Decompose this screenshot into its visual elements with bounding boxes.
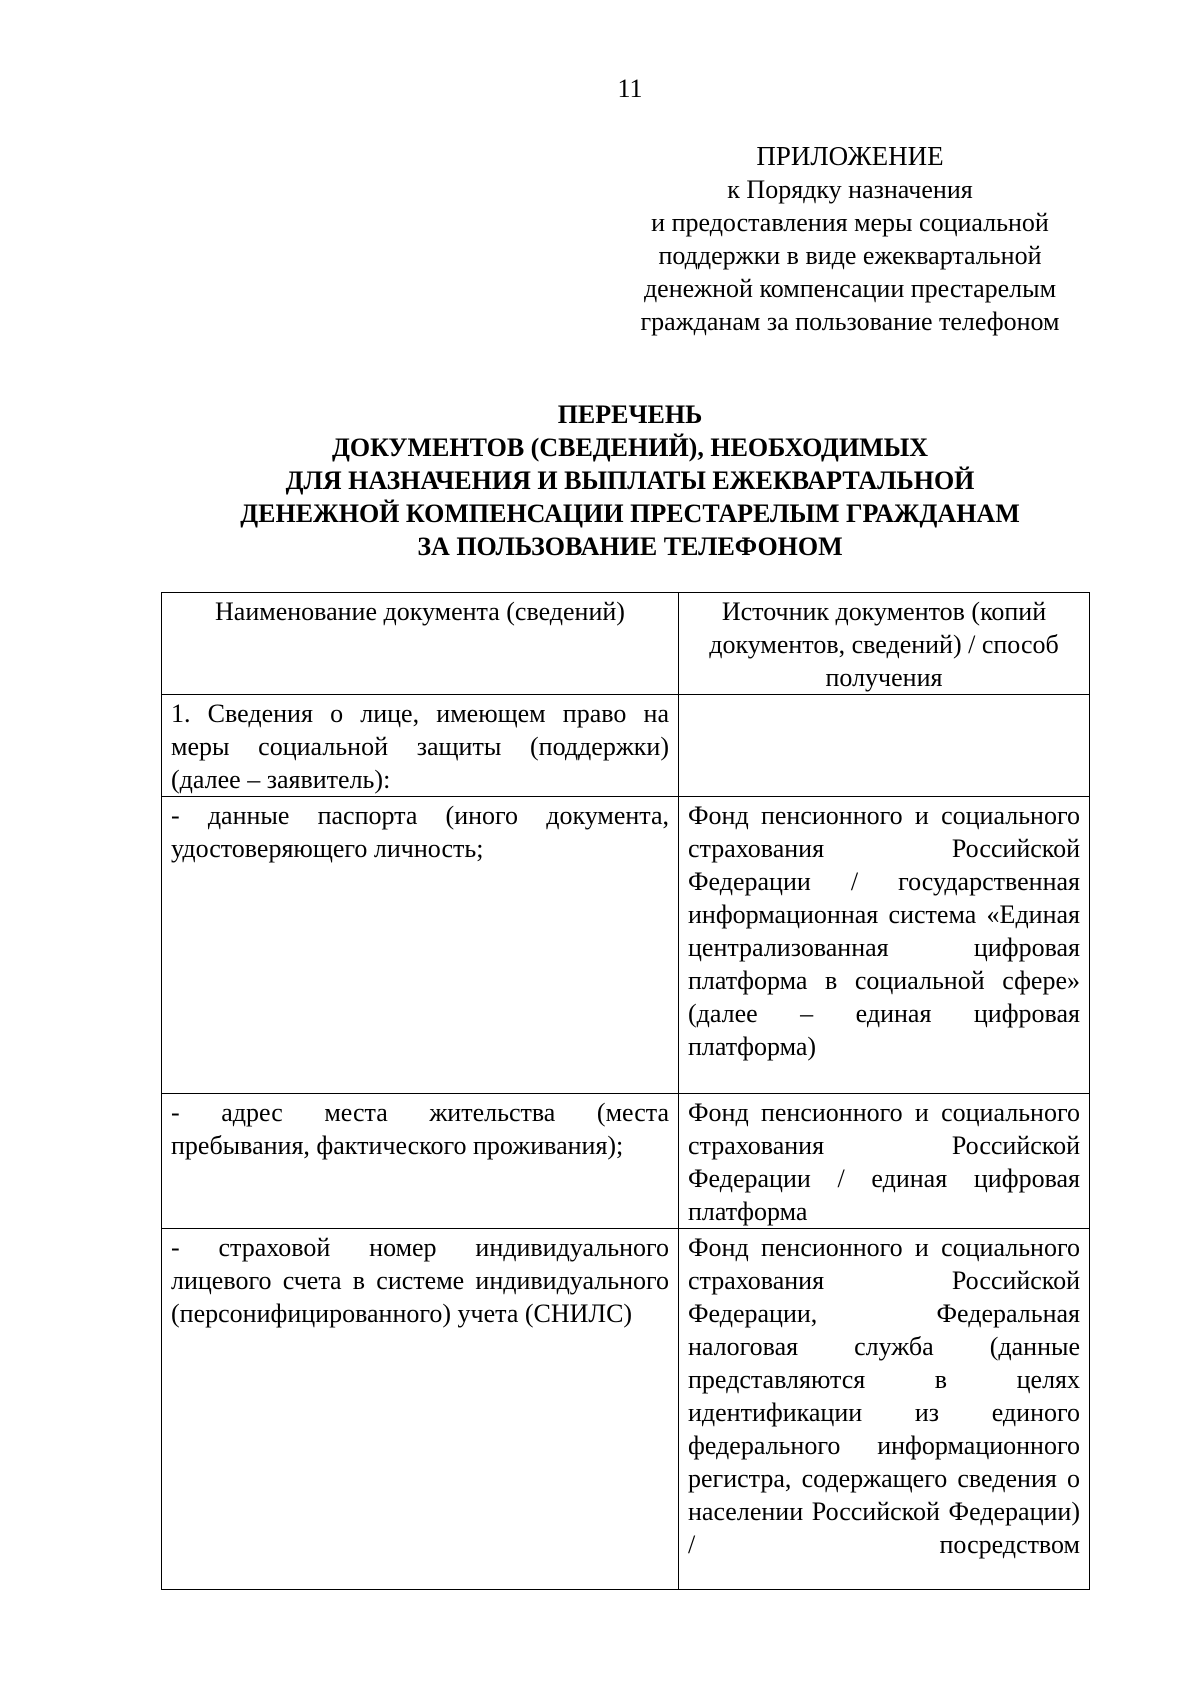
appendix-block [620, 140, 1080, 338]
cell-document-name: 1. Сведения о лице, имеющем право на меры социальной защиты (поддержки) (далее – заявитель): [162, 695, 679, 797]
document-title-line: ДОКУМЕНТОВ (СВЕДЕНИЙ), НЕОБХОДИМЫХ [331, 433, 929, 462]
cell-document-source [679, 695, 1090, 797]
cell-document-source: Фонд пенсионного и социального страхования Российской Федерации, Федеральная налоговая служба (данные представляются в целях идентификации из единого федерального информационного регистра, содержащего сведения о населении Российской Федерации) / посредством [679, 1229, 1090, 1590]
cell-document-name: - данные паспорта (иного документа, удостоверяющего личность; [162, 797, 679, 1094]
appendix-line: денежной компенсации престарелым [643, 274, 1057, 303]
document-title-line: ПЕРЕЧЕНЬ [557, 400, 703, 429]
table-row [162, 1094, 1090, 1229]
table-row [162, 797, 1090, 1094]
appendix-line: гражданам за пользование телефоном [640, 307, 1060, 336]
appendix-line: поддержки в виде ежеквартальной [658, 241, 1042, 270]
header-document-name: Наименование документа (сведений) [162, 593, 679, 695]
table-row [162, 695, 1090, 797]
table-header-row [162, 593, 1090, 695]
header-document-source: Источник документов (копий документов, сведений) / способ получения [679, 593, 1090, 695]
cell-document-source: Фонд пенсионного и социального страхования Российской Федерации / единая цифровая платформа [679, 1094, 1090, 1229]
documents-table [161, 592, 1090, 1590]
appendix-title: ПРИЛОЖЕНИЕ [756, 141, 944, 171]
document-title-line: ЗА ПОЛЬЗОВАНИЕ ТЕЛЕФОНОМ [417, 532, 843, 561]
document-title [0, 398, 1200, 563]
appendix-line: к Порядку назначения [727, 175, 973, 204]
cell-document-source: Фонд пенсионного и социального страхования Российской Федерации / государственная информационная система «Единая централизованная цифровая платформа в социальной сфере» (далее – единая цифровая платформа) [679, 797, 1090, 1094]
document-title-line: ДЕНЕЖНОЙ КОМПЕНСАЦИИ ПРЕСТАРЕЛЫМ ГРАЖДАНАМ [240, 499, 1020, 528]
document-title-line: ДЛЯ НАЗНАЧЕНИЯ И ВЫПЛАТЫ ЕЖЕКВАРТАЛЬНОЙ [285, 466, 975, 495]
page-number: 11 [617, 74, 643, 103]
cell-document-name: - адрес места жительства (места пребывания, фактического проживания); [162, 1094, 679, 1229]
cell-document-name: - страховой номер индивидуального лицевого счета в системе индивидуального (персонифицированного) учета (СНИЛС) [162, 1229, 679, 1590]
table-row [162, 1229, 1090, 1590]
appendix-line: и предоставления меры социальной [651, 208, 1049, 237]
